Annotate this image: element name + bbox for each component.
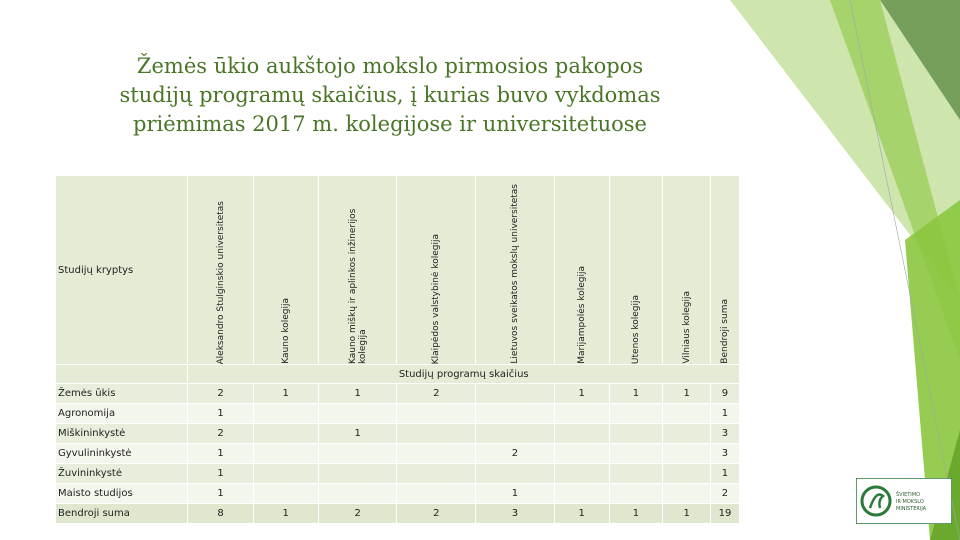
table-cell: 1: [253, 504, 318, 524]
table-cell: [476, 424, 555, 444]
table-cell: 3: [710, 424, 739, 444]
table-cell: [253, 464, 318, 484]
table-cell: 1: [318, 384, 397, 404]
ministry-logo: [856, 478, 952, 524]
table-cell: [554, 484, 609, 504]
table-cell: 1: [710, 464, 739, 484]
table-cell: 1: [476, 484, 555, 504]
row-label: Žuvininkystė: [56, 464, 188, 484]
slide-title: [40, 52, 740, 139]
table-body: [56, 384, 740, 524]
subheader-label: Studijų programų skaičius: [188, 365, 740, 384]
table-cell: [663, 424, 711, 444]
table-cell: [663, 404, 711, 424]
total-row: [56, 504, 740, 524]
row-label: Agronomija: [56, 404, 188, 424]
study-programs-table: [55, 175, 740, 524]
table-row: [56, 484, 740, 504]
table-cell: [318, 464, 397, 484]
row-label: Žemės ūkis: [56, 384, 188, 404]
table-cell: [609, 404, 663, 424]
corner-label: Studijų kryptys: [56, 176, 188, 365]
table-cell: 3: [710, 444, 739, 464]
table-cell: 1: [663, 384, 711, 404]
table-cell: 3: [476, 504, 555, 524]
row-label: Maisto studijos: [56, 484, 188, 504]
table-cell: [397, 444, 476, 464]
title-line-2: studijų programų skaičius, į kurias buvo vykdomas: [119, 83, 661, 107]
table-cell: [476, 384, 555, 404]
table-cell: [318, 484, 397, 504]
table-cell: [663, 444, 711, 464]
table-cell: [397, 424, 476, 444]
table-cell: [554, 424, 609, 444]
table-cell: [609, 424, 663, 444]
table-cell: 2: [188, 424, 253, 444]
column-header: Aleksandro Stulginskio universitetas: [188, 176, 253, 365]
column-header: Kauno kolegija: [253, 176, 318, 365]
table-cell: [253, 424, 318, 444]
table-cell: 1: [710, 404, 739, 424]
table-cell: [476, 404, 555, 424]
table-cell: 1: [609, 504, 663, 524]
table-cell: [609, 444, 663, 464]
row-label: Gyvulininkystė: [56, 444, 188, 464]
title-line-1: Žemės ūkio aukštojo mokslo pirmosios pakopos: [136, 54, 644, 78]
table-cell: 1: [554, 504, 609, 524]
column-header: Bendroji suma: [710, 176, 739, 365]
svg-text:ŠVIETIMO: ŠVIETIMO: [896, 492, 921, 498]
table-cell: 1: [554, 384, 609, 404]
table-cell: [397, 484, 476, 504]
column-header: Utenos kolegija: [609, 176, 663, 365]
table-row: [56, 404, 740, 424]
table-cell: [663, 464, 711, 484]
column-header: Kauno miškų ir aplinkos inžinerijos kolegija: [318, 176, 397, 365]
table-cell: 2: [397, 504, 476, 524]
table-cell: [397, 464, 476, 484]
title-line-3: priėmimas 2017 m. kolegijose ir universitetuose: [133, 112, 647, 136]
table-cell: 9: [710, 384, 739, 404]
table-cell: 1: [188, 444, 253, 464]
table-row: [56, 384, 740, 404]
table-cell: [554, 444, 609, 464]
table-cell: 1: [188, 404, 253, 424]
table-cell: 2: [397, 384, 476, 404]
row-label: Miškininkystė: [56, 424, 188, 444]
table-cell: [663, 484, 711, 504]
table-cell: [253, 444, 318, 464]
row-label: Bendroji suma: [56, 504, 188, 524]
column-header: Marijampolės kolegija: [554, 176, 609, 365]
decorative-green-facets: [730, 0, 960, 540]
table-cell: 2: [318, 504, 397, 524]
table-cell: [554, 464, 609, 484]
column-header: Klaipėdos valstybinė kolegija: [397, 176, 476, 365]
svg-text:IR MOKSLO: IR MOKSLO: [896, 499, 924, 505]
table-cell: [476, 464, 555, 484]
column-header-row: [56, 176, 740, 365]
table-cell: [397, 404, 476, 424]
table-row: [56, 464, 740, 484]
table-cell: 1: [188, 484, 253, 504]
table-cell: 2: [476, 444, 555, 464]
table-cell: 2: [710, 484, 739, 504]
table-cell: 1: [318, 424, 397, 444]
table-cell: [318, 404, 397, 424]
table-cell: 1: [253, 384, 318, 404]
subheader-row: [56, 365, 740, 384]
table-cell: [554, 404, 609, 424]
table-row: [56, 424, 740, 444]
table-cell: [609, 464, 663, 484]
table-row: [56, 444, 740, 464]
table-cell: 1: [663, 504, 711, 524]
table-cell: 1: [609, 384, 663, 404]
table-cell: 19: [710, 504, 739, 524]
svg-text:MINISTERIJA: MINISTERIJA: [896, 506, 927, 512]
table-cell: [609, 484, 663, 504]
table-cell: 8: [188, 504, 253, 524]
table-cell: 2: [188, 384, 253, 404]
column-header: Vilniaus kolegija: [663, 176, 711, 365]
table-cell: [253, 404, 318, 424]
column-header: Lietuvos sveikatos mokslų universitetas: [476, 176, 555, 365]
table-cell: [318, 444, 397, 464]
table-cell: 1: [188, 464, 253, 484]
table-cell: [253, 484, 318, 504]
